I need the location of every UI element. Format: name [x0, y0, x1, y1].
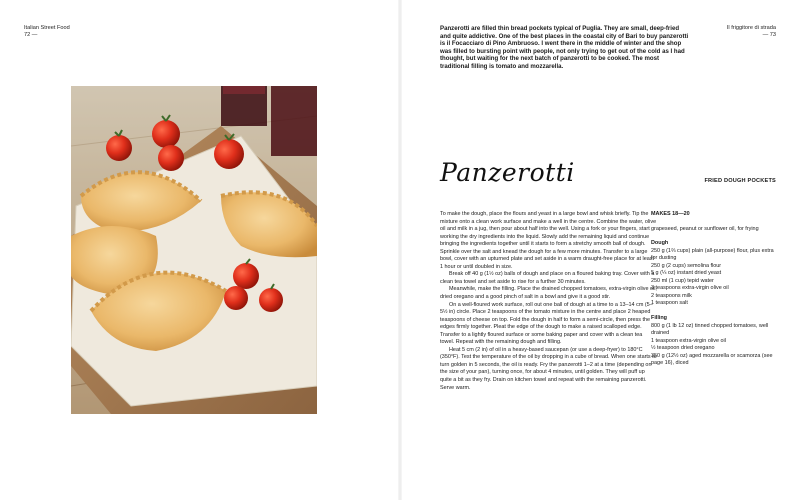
- recipe-subtitle: FRIED DOUGH POCKETS: [704, 178, 776, 184]
- right-page: [400, 0, 800, 500]
- method-step: Break off 40 g (1½ oz) balls of dough and place on a floured baking tray. Cover with a clean tea towel and set aside to rise for a further 30 minutes.: [440, 271, 655, 285]
- method-step: To make the dough, place the flours and yeast in a large bowl and whisk briefly. Tip the mixture onto a clean work surface and make a well in the centre. Combine the water, olive oil and milk in a jug, then pour about half into the well. Using a fork or your fingers, start working the dry ingredients into the liquid. Slowly add the remaining liquid and continue bringing the ingredients together until it starts to form a stretchy smooth ball of dough. Sprinkle over the salt and knead the dough for a few more minutes. Transfer to a large bowl, cover with an upturned plate and set aside in a warm draught-free place for at least 1 hour or until doubled in size.: [440, 211, 657, 270]
- chapter-title: Il friggitore di strada: [726, 25, 776, 31]
- ingredient-item: ½ teaspoon dried oregano: [651, 345, 715, 352]
- running-head-right: [727, 25, 776, 39]
- ingredient-item: 5 g (¼ oz) instant dried yeast: [651, 270, 722, 277]
- method-step: Heat 5 cm (2 in) of oil in a heavy-based saucepan (or use a deep-fryer) to 180°C (350°F). Test the temperature of the oil by dropping in a cube of bread. When one starts to turn golden in 5 seconds, the oil is ready. Fry the panzerotti 1–2 at a time (depending on the size of your pan), turning once, for about 4 minutes, until golden. They will puff up quite a bit as they fry. Drain on kitchen towel and repeat with the remaining panzerotti. Serve warm.: [440, 346, 657, 391]
- ingredients-list: [651, 211, 776, 368]
- method-step: On a well-floured work surface, roll out one ball of dough at a time to a 13–14 cm (5–5½ in) circle. Place 2 teaspoons of the tomato mixture in the centre and place 2 heaped teaspoons of cheese on top. Fold the dough in half to form a semi-circle, then press the edges firmly together. Pleat the edge of the dough to make a raised scalloped edge. Transfer to a lightly floured surface or some baking paper and cover with a clean tea towel. Repeat with the remaining dough and filling.: [440, 301, 653, 346]
- ingredient-item: grapeseed, peanut or sunflower oil, for frying: [651, 225, 759, 232]
- page-number-right: — 73: [762, 32, 776, 38]
- recipe-method: [440, 211, 657, 392]
- running-head-left: [24, 25, 70, 39]
- filling-heading: Filling: [651, 315, 668, 322]
- recipe-intro: Panzerotti are filled thin bread pockets typical of Puglia. They are small, deep-fried and quite addictive. One of the best places in the coastal city of Bari to buy panzerotti is il Focacciaro di Pino Ambruoso. I went there in the middle of winter and the shop was filled to bursting point with people, not only trying to get out of the cold as I had thought, but waiting for the next batch of panzerotti to be cooked. The most traditional filling is tomato and mozzarella.: [440, 25, 689, 70]
- book-title: Italian Street Food: [24, 25, 70, 31]
- ingredient-item: 250 g (1⅔ cups) plain (all-purpose) flour, plus extra for dusting: [651, 247, 774, 262]
- ingredient-item: 1 teaspoon salt: [651, 300, 688, 307]
- yield: MAKES 18—20: [651, 211, 690, 217]
- ingredient-item: 800 g (1 lb 12 oz) tinned chopped tomatoes, well drained: [651, 322, 769, 337]
- ingredient-item: 250 ml (1 cup) tepid water: [651, 277, 714, 284]
- ingredient-item: 2 teaspoons milk: [651, 292, 692, 299]
- page-number-left: 72 —: [24, 32, 38, 38]
- dough-heading: Dough: [651, 240, 669, 247]
- ingredient-item: 250 g (2 cups) semolina flour: [651, 262, 722, 269]
- panzerotti-photo: [71, 86, 317, 414]
- ingredient-item: 3 teaspoons extra-virgin olive oil: [651, 285, 729, 292]
- ingredient-item: 350 g (12½ oz) aged mozzarella or scamorza (see page 16), diced: [651, 352, 773, 367]
- ingredient-item: 1 teaspoon extra-virgin olive oil: [651, 337, 726, 344]
- recipe-title: Panzerotti: [440, 158, 575, 187]
- method-step: Meanwhile, make the filling. Place the drained chopped tomatoes, extra-virgin olive oil, dried oregano and a good pinch of salt in a bowl and give it a good stir.: [440, 286, 657, 301]
